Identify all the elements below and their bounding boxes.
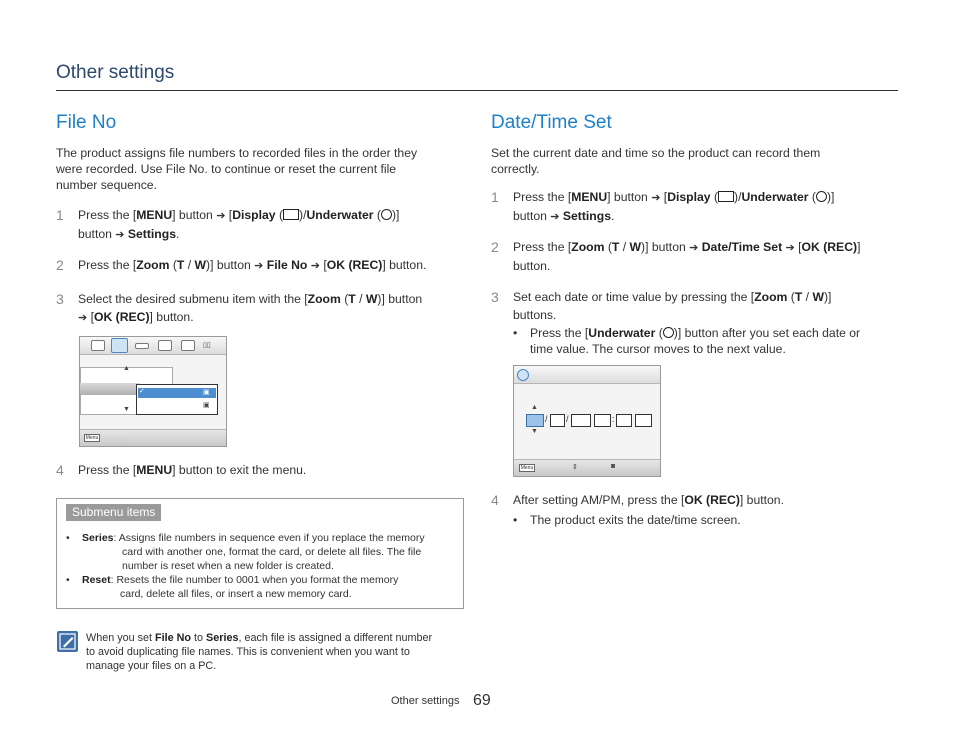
date-time-screen: ▲ ▼ / / : Menu ⇕ ◙ bbox=[513, 365, 661, 477]
file-no-step-3: 3 Select the desired submenu item with the [Zoom (T / W)] button ➔ [OK (REC)] button. bbox=[56, 291, 423, 324]
time-field bbox=[594, 414, 611, 427]
submenu-popup bbox=[136, 384, 218, 415]
scroll-up-icon: ▲ bbox=[123, 365, 130, 372]
date-time-step-1: 1 Press the [MENU] button ➔ [Display ( )/Underwater ( )] button ➔ Settings. bbox=[491, 189, 835, 223]
date-field bbox=[550, 414, 565, 427]
info-tab-icon: ▯▯ bbox=[203, 342, 211, 349]
date-field-selected bbox=[526, 414, 544, 427]
date-time-step-3: 3 Set each date or time value by pressing the [Zoom (T / W)] buttons. bbox=[491, 289, 832, 322]
submenu-items-label: Submenu items bbox=[66, 504, 161, 521]
date-time-intro: Set the current date and time so the product can record them correctly. bbox=[491, 146, 821, 176]
submenu-item-reset: • Reset: Resets the file number to 0001 when you format the memory card, delete all files, or insert a new memory card. bbox=[66, 574, 399, 600]
underwater-icon bbox=[663, 327, 674, 338]
date-time-step-4: 4 After setting AM/PM, press the [OK (REC)] button. bbox=[491, 492, 784, 508]
ampm-field bbox=[635, 414, 652, 427]
header-rule bbox=[56, 90, 898, 91]
submenu-item-series: • Series: Assigns file numbers in sequence even if you replace the memory card with another one, format the card, or delete all files. The file number is reset when a new folder is created. bbox=[66, 532, 425, 572]
page-number: 69 bbox=[473, 692, 491, 709]
screen-tab-bar bbox=[80, 337, 226, 355]
selected-menu-row bbox=[80, 383, 140, 395]
footer-section-label: Other settings bbox=[391, 695, 460, 707]
screen-title-bar bbox=[514, 366, 660, 384]
file-no-step-4: 4 Press the [MENU] button to exit the menu. bbox=[56, 462, 307, 478]
page-section-title: Other settings bbox=[56, 62, 175, 83]
ok-icon: ◙ bbox=[611, 463, 616, 470]
settings-tab-icon bbox=[111, 338, 128, 353]
adjust-up-icon: ▲ bbox=[531, 404, 538, 411]
screen-bottom-bar bbox=[80, 429, 226, 446]
date-time-heading: Date/Time Set bbox=[491, 112, 612, 133]
file-no-menu-screen bbox=[79, 336, 227, 447]
note-text: When you set File No to Series, each file is assigned a different number to avoid duplicating file names. This is convenient when you want to manage your files on a PC. bbox=[86, 632, 433, 672]
picture-tab-icon bbox=[181, 340, 195, 351]
adjust-down-icon: ▼ bbox=[531, 428, 538, 435]
date-time-bullet-underwater: • Press the [Underwater ( )] button after you set each date or time value. The cursor moves to the next value. bbox=[513, 326, 861, 356]
time-field bbox=[616, 414, 632, 427]
display-tab-icon bbox=[135, 343, 149, 349]
check-icon: ✓ bbox=[139, 388, 145, 395]
film-tab-icon bbox=[158, 340, 172, 351]
underwater-icon bbox=[381, 209, 392, 220]
camera-mode-icon bbox=[91, 340, 105, 351]
zoom-icon: ⇕ bbox=[572, 464, 578, 471]
display-icon bbox=[283, 209, 299, 220]
date-time-bullet-exit: • The product exits the date/time screen. bbox=[513, 513, 741, 527]
file-no-step-2: 2 Press the [Zoom (T / W)] button ➔ File No ➔ [OK (REC)] button. bbox=[56, 257, 427, 273]
screen-bottom-bar bbox=[514, 459, 660, 476]
file-no-intro: The product assigns file numbers to recorded files in the order they were recorded. Use File No. to continue or reset the current file number sequence. bbox=[56, 146, 418, 192]
scroll-down-icon: ▼ bbox=[123, 406, 130, 413]
display-icon bbox=[718, 191, 734, 202]
settings-icon bbox=[517, 369, 529, 381]
menu-mini-button: Menu bbox=[520, 465, 534, 471]
series-icon: ▣ bbox=[203, 389, 210, 396]
note-pencil-icon bbox=[57, 631, 78, 652]
date-field bbox=[571, 414, 591, 427]
reset-icon: ▣ bbox=[203, 402, 210, 409]
menu-mini-button: Menu bbox=[85, 435, 99, 441]
date-time-step-2: 2 Press the [Zoom (T / W)] button ➔ Date/Time Set ➔ [OK (REC)] button. bbox=[491, 239, 861, 273]
file-no-heading: File No bbox=[56, 112, 117, 133]
underwater-icon bbox=[816, 191, 827, 202]
file-no-step-1: 1 Press the [MENU] button ➔ [Display ( )/Underwater ( )] button ➔ Settings. bbox=[56, 207, 400, 241]
